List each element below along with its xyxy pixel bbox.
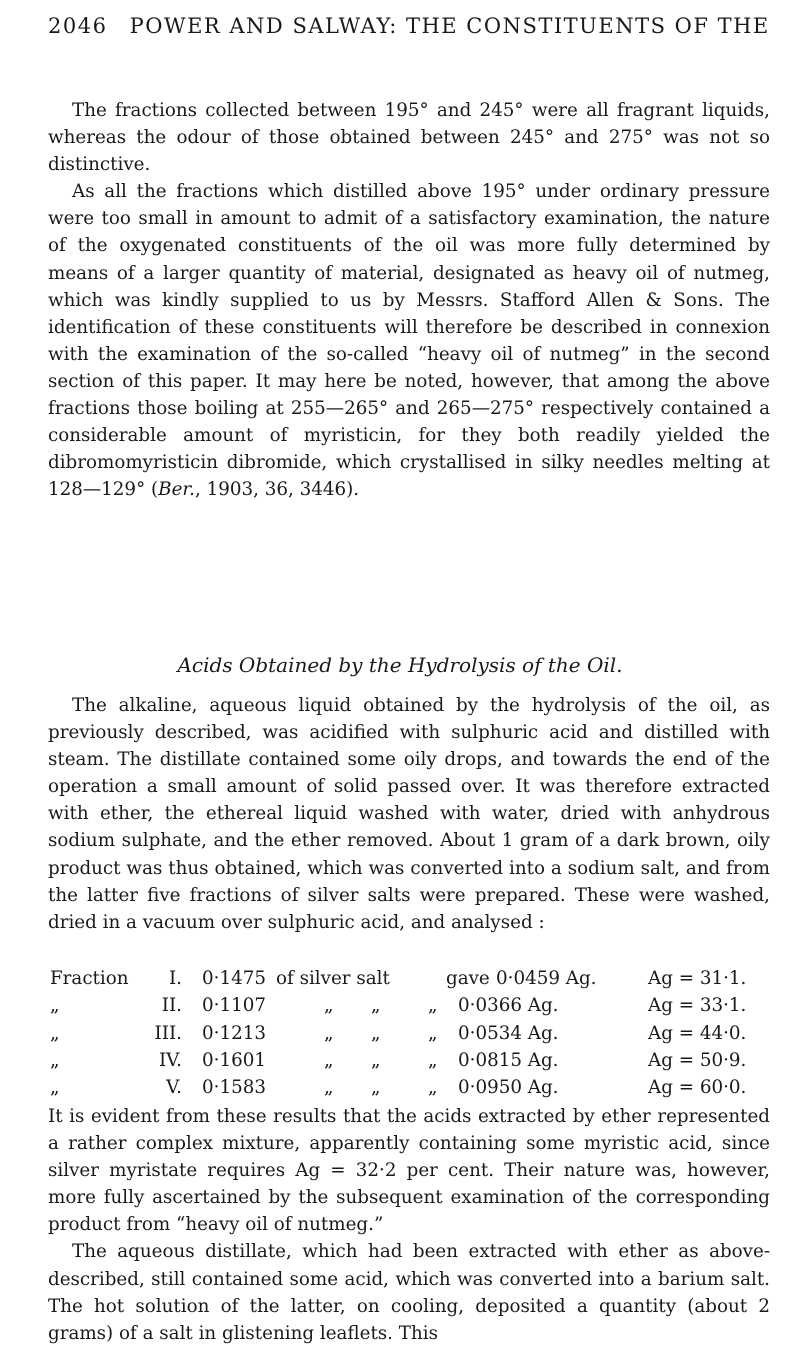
- citation-details: , 1903, 36, 3446).: [194, 479, 360, 501]
- gave-label: gave: [446, 968, 490, 989]
- body-text-section-2: [48, 692, 770, 936]
- silver-weight: 0·0366 Ag.: [458, 995, 559, 1017]
- ditto-mark: „: [428, 1049, 438, 1071]
- table-row: [46, 965, 776, 992]
- table-row: [46, 1047, 776, 1074]
- table-row: [46, 1020, 776, 1047]
- silver-percentage: Ag = 60·0.: [648, 1077, 747, 1099]
- salt-weight: 0·1107: [202, 995, 266, 1017]
- ditto-mark: „: [371, 995, 381, 1017]
- silver-weight: 0·0950 Ag.: [458, 1077, 559, 1099]
- paragraph-results: It is evident from these results that the acids extracted by ether represented a rather complex mixture, apparently containing some myristic acid, since silver myristate requires Ag = 32·2 per cent. Their nature was, however, more fully ascertained by the subsequent examination of the corresponding product from “heavy oil of nutmeg.”: [48, 1106, 770, 1236]
- silver-percentage: Ag = 33·1.: [648, 995, 747, 1017]
- ditto-mark: „: [324, 1022, 334, 1044]
- citation-journal: Ber.: [158, 479, 195, 501]
- salt-description: of silver salt: [276, 968, 390, 989]
- ditto-mark: „: [371, 1049, 381, 1071]
- ditto-mark: „: [428, 1077, 438, 1099]
- fraction-number: IV.: [158, 1049, 182, 1071]
- fraction-label: „: [50, 1022, 60, 1044]
- salt-weight: 0·1213: [202, 1022, 266, 1044]
- silver-percentage: Ag = 50·9.: [648, 1049, 747, 1071]
- paragraph-fractions-odour: The fractions collected between 195° and 245° were all fragrant liquids, whereas the odour of those obtained between 245° and 275° was not so distinctive.: [48, 100, 770, 176]
- silver-weight: 0·0459 Ag.: [496, 968, 597, 989]
- paragraph-heavy-oil: As all the fractions which distilled above 195° under ordinary pressure were too small in amount to admit of a satisfactory examination, the nature of the oxygenated constituents of the oil was more fully determined by means of a larger quantity of material, designated as heavy oil of nutmeg, which was kindly supplied to us by Messrs. Stafford Allen & Sons. The identification of these constituents will therefore be described in connexion with the examination of the so-called “heavy oil of nutmeg” in the second section of this paper. It may here be noted, however, that among the above fractions those boiling at 255—265° and 265—275° respectively contained a considerable amount of myristicin, for they both readily yielded the dibromomyristicin dibromide, which crystallised in silky needles melting at 128—129° (Ber., 1903, 36, 3446).: [48, 181, 770, 501]
- fraction-number: V.: [166, 1077, 182, 1099]
- paragraph-barium-salt: The aqueous distillate, which had been extracted with ether as above-described, still contained some acid, which was converted into a barium salt. The hot solution of the latter, on cooling, deposited a quantity (about 2 grams) of a salt in glistening leaflets. This: [48, 1241, 770, 1344]
- silver-percentage: Ag = 31·1.: [648, 968, 747, 989]
- fraction-label: „: [50, 1077, 60, 1099]
- section-heading: Acids Obtained by the Hydrolysis of the Oil.: [177, 653, 623, 677]
- ditto-mark: „: [428, 1022, 438, 1044]
- silver-percentage: Ag = 44·0.: [648, 1022, 747, 1044]
- body-text-section-1: [48, 97, 770, 503]
- ditto-mark: „: [371, 1022, 381, 1044]
- page-number: 2046: [48, 14, 108, 38]
- salt-weight: 0·1583: [202, 1077, 266, 1099]
- silver-weight: 0·0815 Ag.: [458, 1049, 559, 1071]
- table-row: [46, 992, 776, 1019]
- fraction-number: II.: [161, 995, 182, 1017]
- running-header: [48, 14, 768, 38]
- fraction-number: III.: [154, 1022, 182, 1044]
- fraction-label: Fraction: [50, 968, 129, 989]
- ditto-mark: „: [428, 995, 438, 1017]
- salt-weight: 0·1601: [202, 1049, 266, 1071]
- fraction-number: I.: [168, 968, 182, 989]
- fraction-label: „: [50, 1049, 60, 1071]
- body-text-section-3: [48, 1103, 770, 1347]
- fractions-table: [46, 965, 776, 1101]
- table-row: [46, 1074, 776, 1101]
- ditto-mark: „: [324, 995, 334, 1017]
- ditto-mark: „: [324, 1077, 334, 1099]
- paragraph-hydrolysis: The alkaline, aqueous liquid obtained by the hydrolysis of the oil, as previously described, was acidified with sulphuric acid and distilled with steam. The distillate contained some oily drops, and towards the end of the operation a small amount of solid passed over. It was therefore extracted with ether, the ethereal liquid washed with water, dried with anhydrous sodium sulphate, and the ether removed. About 1 gram of a dark brown, oily product was thus obtained, which was converted into a sodium salt, and from the latter five fractions of silver salts were prepared. These were washed, dried in a vacuum over sulphuric acid, and analysed :: [48, 695, 770, 933]
- paragraph-heavy-oil-text: As all the fractions which distilled above 195° under ordinary pressure were too small in amount to admit of a satisfactory examination, the nature of the oxygenated constituents of the oil was more fully determined by means of a larger quantity of material, designated as heavy oil of nutmeg, which was kindly supplied to us by Messrs. Stafford Allen & Sons. The identification of these constituents will therefore be described in connexion with the examination of the so-called “heavy oil of nutmeg” in the second section of this paper. It may here be noted, however, that among the above fractions those boiling at 255—265° and 265—275° respectively contained a considerable amount of myristicin, for they both readily yielded the dibromomyristicin dibromide, which crystallised in silky needles melting at 128—129°: [48, 181, 770, 501]
- salt-weight: 0·1475: [202, 968, 266, 989]
- silver-weight: 0·0534 Ag.: [458, 1022, 559, 1044]
- fraction-label: „: [50, 995, 60, 1017]
- ditto-mark: „: [324, 1049, 334, 1071]
- running-title: POWER AND SALWAY: THE CONSTITUENTS OF THE: [129, 14, 770, 38]
- ditto-mark: „: [371, 1077, 381, 1099]
